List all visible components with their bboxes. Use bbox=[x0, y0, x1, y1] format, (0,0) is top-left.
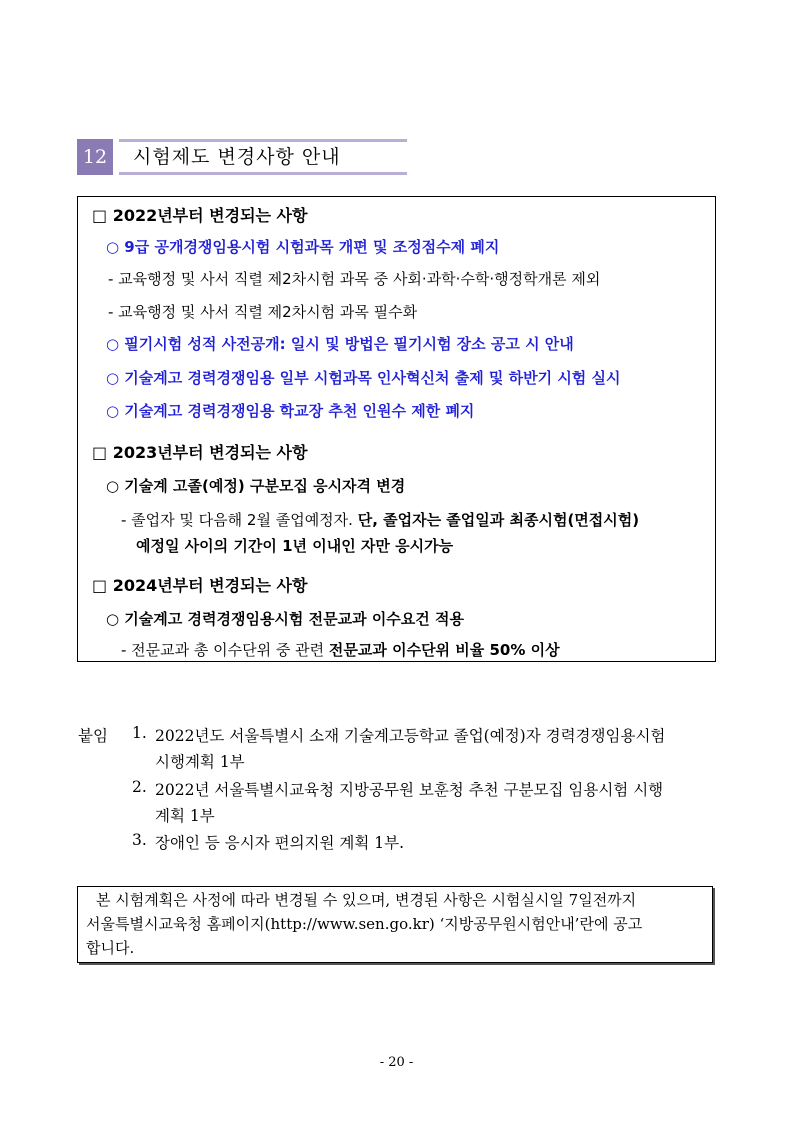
attachment-1-line2: 시행계획 1부 bbox=[155, 753, 245, 771]
attachment-2-line2: 계획 1부 bbox=[155, 807, 215, 825]
item-2024-requirements: ○ 기술계고 경력경쟁임용시험 전문교과 이수요건 적용 bbox=[106, 610, 464, 628]
sub-2023-eligibility-normal: - 졸업자 및 다음해 2월 졸업예정자. bbox=[121, 511, 358, 529]
item-2022-exam-subjects: ○ 9급 공개경쟁임용시험 시험과목 개편 및 조정점수제 폐지 bbox=[106, 238, 500, 256]
notice-box bbox=[77, 886, 713, 963]
section-title: 시험제도 변경사항 안내 bbox=[119, 139, 407, 175]
sub-2024-bold: 전문교과 이수단위 비율 50% 이상 bbox=[328, 641, 560, 659]
section-number: 12 bbox=[77, 139, 113, 175]
heading-2023: □ 2023년부터 변경되는 사항 bbox=[92, 443, 308, 462]
attachment-1-line1: 2022년도 서울특별시 소재 기술계고등학교 졸업(예정)자 경력경쟁임용시험 bbox=[155, 727, 666, 745]
changes-box bbox=[77, 196, 716, 662]
notice-line-3: 합니다. bbox=[86, 939, 135, 957]
item-2022-tech-exam: ○ 기술계고 경력경쟁임용 일부 시험과목 인사혁신처 출제 및 하반기 시험 실시 bbox=[106, 369, 621, 387]
attachment-1-num: 1. bbox=[132, 724, 147, 742]
attachment-2-line1: 2022년 서울특별시교육청 지방공무원 보훈청 추천 구분모집 임용시험 시행 bbox=[155, 781, 664, 799]
attachment-3-line1: 장애인 등 응시자 편의지원 계획 1부. bbox=[155, 834, 405, 852]
attachment-2-num: 2. bbox=[132, 778, 147, 796]
sub-2023-eligibility-bold: 단, 졸업자는 졸업일과 최종시험(면접시험) bbox=[357, 511, 640, 529]
notice-line-1: 본 시험계획은 사정에 따라 변경될 수 있으며, 변경된 사항은 시험실시일 7일전까지 bbox=[96, 891, 637, 909]
heading-2022: □ 2022년부터 변경되는 사항 bbox=[92, 206, 308, 225]
sub-2022-excluded-subjects: - 교육행정 및 사서 직렬 제2차시험 과목 중 사회·과학·수학·행정학개론 제외 bbox=[108, 270, 601, 288]
heading-2024: □ 2024년부터 변경되는 사항 bbox=[92, 576, 308, 595]
sub-2022-mandatory-subjects: - 교육행정 및 사서 직렬 제2차시험 과목 필수화 bbox=[108, 303, 418, 321]
item-2023-eligibility: ○ 기술계 고졸(예정) 구분모집 응시자격 변경 bbox=[106, 477, 406, 495]
item-2022-score-disclosure: ○ 필기시험 성적 사전공개: 일시 및 방법은 필기시험 장소 공고 시 안내 bbox=[106, 335, 574, 353]
attachment-3-num: 3. bbox=[132, 831, 147, 849]
section-header bbox=[77, 139, 407, 175]
attachment-label: 붙임 bbox=[78, 727, 108, 745]
item-2022-recommendation-limit: ○ 기술계고 경력경쟁임용 학교장 추천 인원수 제한 폐지 bbox=[106, 402, 475, 420]
sub-2024-normal: - 전문교과 총 이수단위 중 관련 bbox=[121, 641, 329, 659]
page-number: - 20 - bbox=[379, 1055, 414, 1070]
notice-line-2: 서울특별시교육청 홈페이지(http://www.sen.go.kr) ‘지방공무원시험안내’란에 공고 bbox=[86, 915, 643, 933]
sub-2024-requirements bbox=[121, 639, 560, 660]
sub-2023-eligibility-cont: 예정일 사이의 기간이 1년 이내인 자만 응시가능 bbox=[136, 537, 454, 555]
sub-2023-eligibility bbox=[121, 509, 639, 530]
